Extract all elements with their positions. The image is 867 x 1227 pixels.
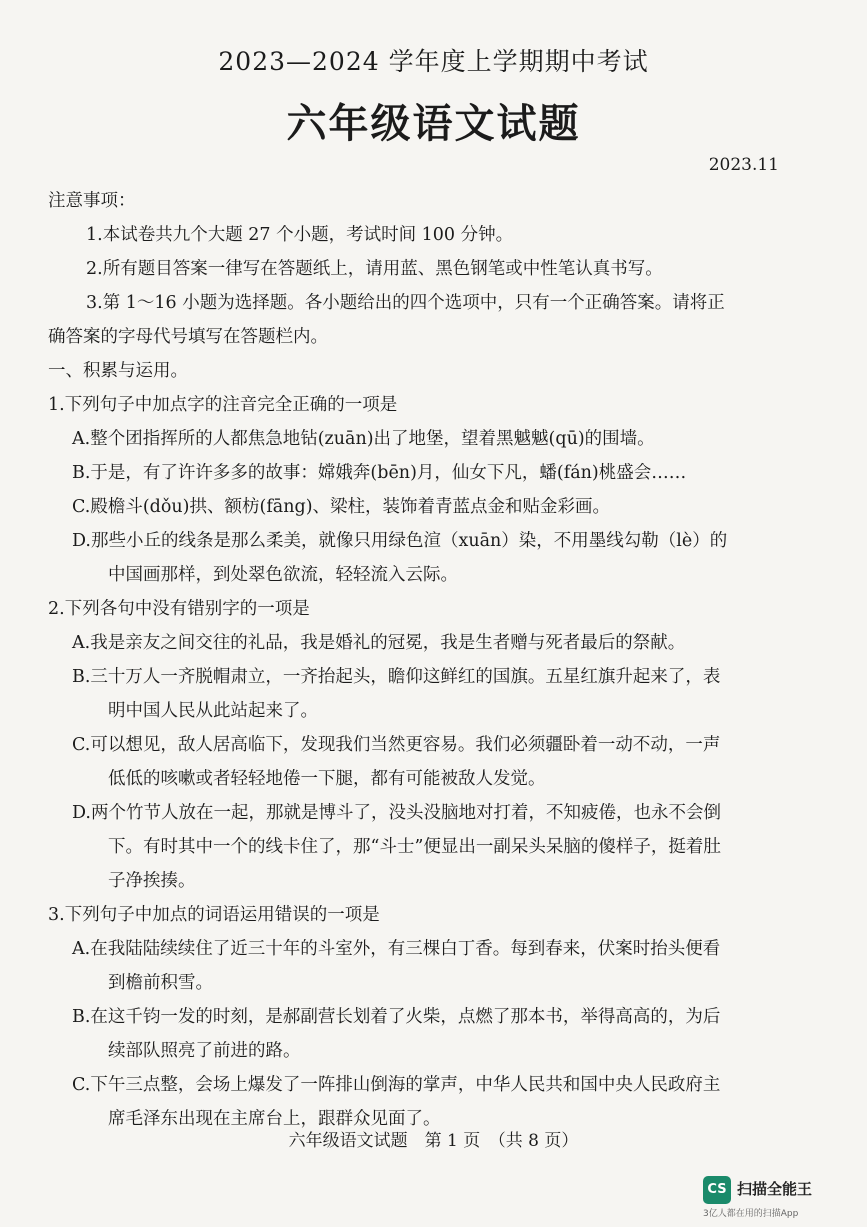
option-a: A.整个团指挥所的人都焦急地钻(zuān)出了地堡，望着黑魆魆(qū)的围墙。: [72, 429, 655, 449]
option-a-cont: 到檐前积雪。: [108, 973, 213, 993]
paper-title: 六年级语文试题: [286, 100, 581, 147]
scanner-watermark: [703, 1176, 853, 1219]
option-c: C.殿檐斗(dǒu)拱、额枋(fāng)、梁柱，装饰着青蓝点金和贴金彩画。: [72, 497, 611, 517]
note-item: 3.第 1～16 小题为选择题。各小题给出的四个选项中，只有一个正确答案。请将正: [86, 293, 725, 313]
note-item: 确答案的字母代号填写在答题栏内。: [48, 327, 328, 347]
option-d-cont: 子净挨揍。: [108, 871, 196, 891]
section-heading: 一、积累与运用。: [48, 361, 188, 381]
option-d-cont: 中国画那样，到处翠色欲流，轻轻流入云际。: [108, 565, 458, 585]
option-d: D.那些小丘的线条是那么柔美，就像只用绿色渲（xuān）染，不用墨线勾勒（lè）的: [72, 531, 728, 551]
option-b-cont: 续部队照亮了前进的路。: [108, 1041, 301, 1061]
exam-date: 2023.11: [708, 155, 779, 175]
option-a: A.在我陆陆续续住了近三十年的斗室外，有三棵白丁香。每到春来，伏案时抬头便看: [72, 939, 721, 959]
option-c-cont: 低低的咳嗽或者轻轻地倦一下腿，都有可能被敌人发觉。: [108, 769, 546, 789]
exam-title: 2023—2024 学年度上学期期中考试: [218, 47, 649, 76]
option-a: A.我是亲友之间交往的礼品，我是婚礼的冠冕，我是生者赠与死者最后的祭献。: [72, 633, 686, 653]
note-item: 1.本试卷共九个大题 27 个小题，考试时间 100 分钟。: [86, 225, 514, 245]
exam-body: [48, 184, 788, 1136]
question-stem: 2.下列各句中没有错别字的一项是: [48, 599, 310, 619]
option-b: B.三十万人一齐脱帽肃立，一齐抬起头，瞻仰这鲜红的国旗。五星红旗升起来了，表: [72, 667, 721, 687]
option-b: B.在这千钧一发的时刻，是郝副营长划着了火柴，点燃了那本书，举得高高的，为后: [72, 1007, 721, 1027]
option-d: D.两个竹节人放在一起，那就是博斗了，没头没脑地对打着，不知疲倦，也永不会倒: [72, 803, 721, 823]
option-b: B.于是，有了许许多多的故事：嫦娥奔(bēn)月，仙女下凡，蟠(fán)桃盛会……: [72, 463, 687, 483]
question-stem: 1.下列句子中加点字的注音完全正确的一项是: [48, 395, 398, 415]
question-stem: 3.下列句子中加点的词语运用错误的一项是: [48, 905, 380, 925]
notes-heading: 注意事项：: [48, 191, 136, 211]
option-c: C.下午三点整，会场上爆发了一阵排山倒海的掌声，中华人民共和国中央人民政府主: [72, 1075, 721, 1095]
option-c-cont: 席毛泽东出现在主席台上，跟群众见面了。: [108, 1109, 441, 1129]
option-d-cont: 下。有时其中一个的线卡住了，那“斗士”便显出一副呆头呆脑的傻样子，挺着肚: [108, 837, 721, 857]
option-b-cont: 明中国人民从此站起来了。: [108, 701, 318, 721]
scanner-tagline: 3亿人都在用的扫描App: [703, 1209, 799, 1219]
camscanner-icon: CS: [703, 1176, 731, 1204]
scanner-app-name: 扫描全能王: [737, 1180, 813, 1198]
option-c: C.可以想见，敌人居高临下，发现我们当然更容易。我们必须疆卧着一动不动，一声: [72, 735, 721, 755]
page-footer: 六年级语文试题 第 1 页 （共 8 页）: [288, 1131, 579, 1151]
note-item: 2.所有题目答案一律写在答题纸上，请用蓝、黑色钢笔或中性笔认真书写。: [86, 259, 663, 279]
